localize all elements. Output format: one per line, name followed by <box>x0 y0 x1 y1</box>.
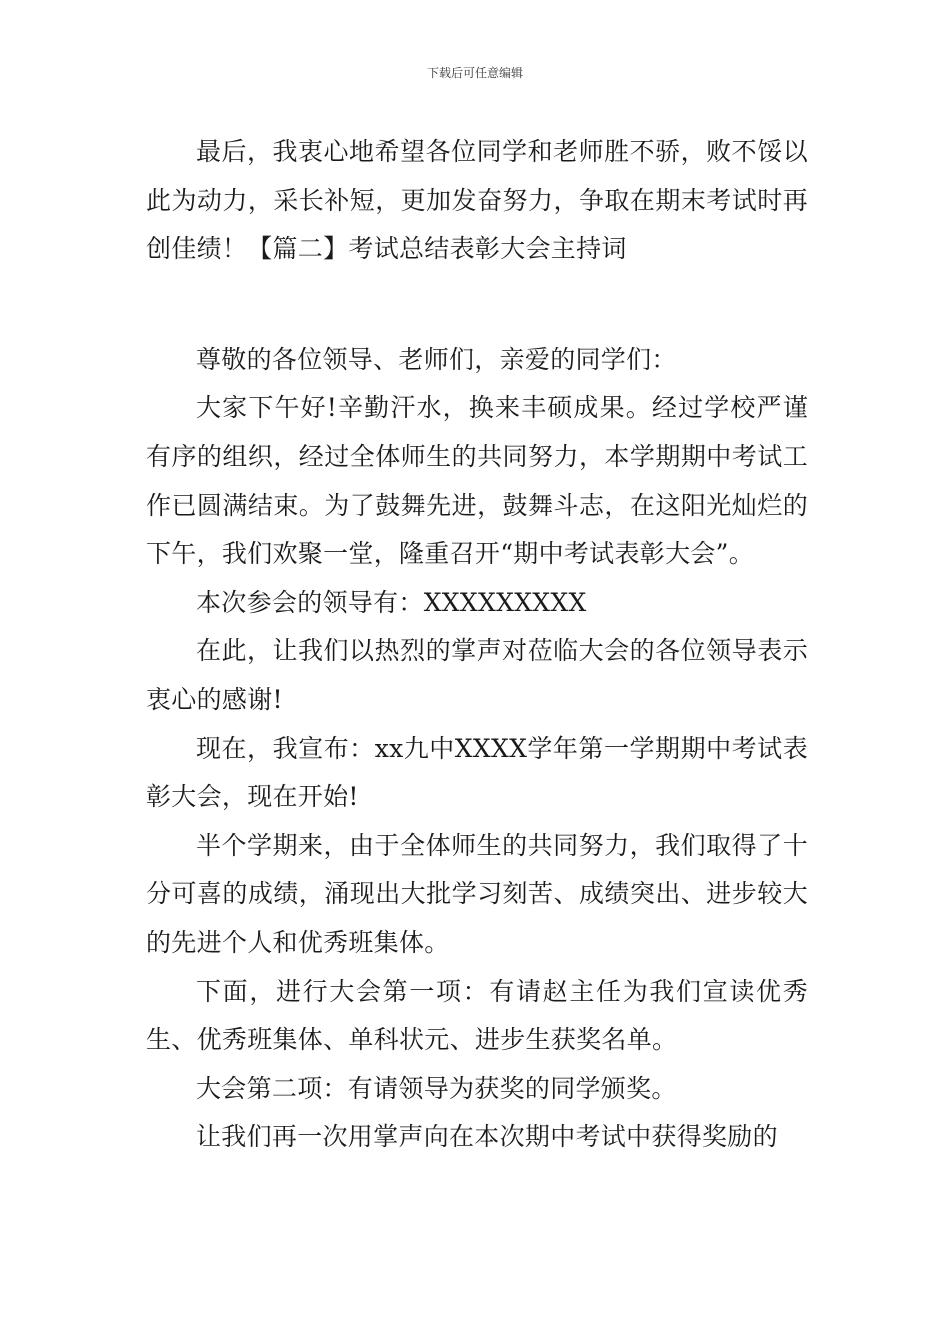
paragraph-thanks: 在此，让我们以热烈的掌声对莅临大会的各位领导表示衷心的感谢! <box>146 636 808 714</box>
paragraph-closing-wish: 最后，我衷心地希望各位同学和老师胜不骄，败不馁以此为动力，采长补短，更加发奋努力，争取在期末考试时再创佳绩！【篇二】考试总结表彰大会主持词 <box>146 137 808 264</box>
paragraph-achievements: 半个学期来，由于全体师生的共同努力，我们取得了十分可喜的成绩，涌现出大批学习刻苦、成绩突出、进步较大的先进个人和优秀班集体。 <box>146 830 808 957</box>
document-body <box>146 128 808 1162</box>
section-gap <box>146 274 808 336</box>
paragraph-applause: 让我们再一次用掌声向在本次期中考试中获得奖励的 <box>196 1122 778 1152</box>
paragraph-greeting: 大家下午好!辛勤汗水，换来丰硕成果。经过学校严谨有序的组织，经过全体师生的共同努力，本学期期中考试工作已圆满结束。为了鼓舞先进，鼓舞斗志，在这阳光灿烂的下午，我们欢聚一堂，隆重召开“期中考试表彰大会”。 <box>146 393 808 569</box>
paragraph-item-one: 下面，进行大会第一项：有请赵主任为我们宣读优秀生、优秀班集体、单科状元、进步生获奖名单。 <box>146 976 808 1055</box>
paragraph-item-two: 大会第二项：有请领导为获奖的同学颁奖。 <box>196 1073 677 1103</box>
paragraph-opening: 现在，我宣布：xx九中XXXX学年第一学期期中考试表彰大会，现在开始! <box>146 733 808 812</box>
paragraph-attending-leaders: 本次参会的领导有：XXXXXXXXX <box>196 587 587 617</box>
page-header: 下载后可任意编辑 <box>426 66 523 80</box>
paragraph-salutation: 尊敬的各位领导、老师们，亲爱的同学们： <box>196 344 677 374</box>
